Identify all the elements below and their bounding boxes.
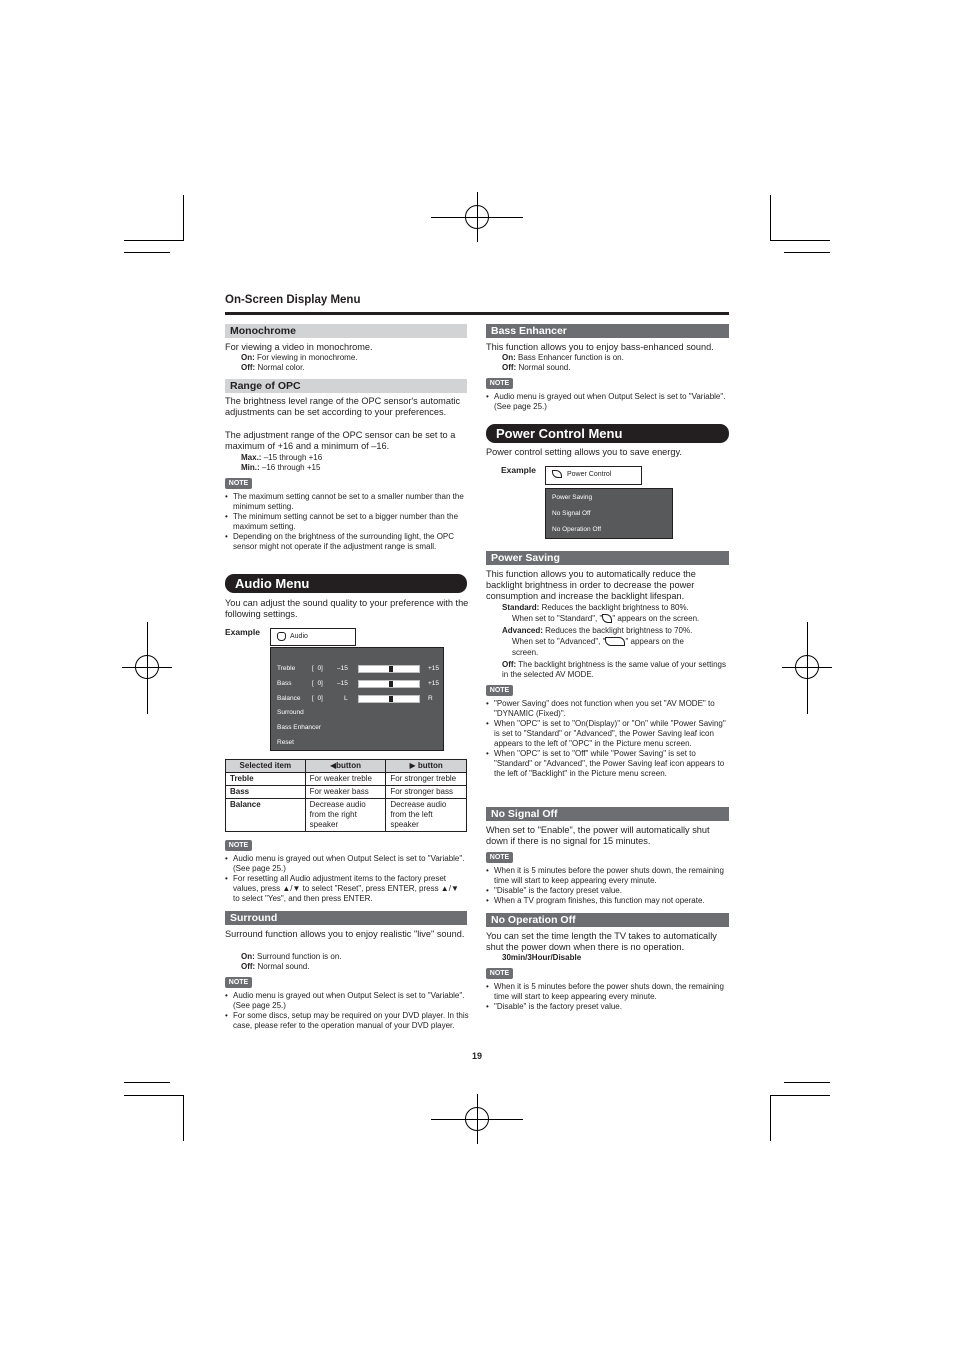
menu-row-reset[interactable]: Reset <box>277 739 294 746</box>
power-saving-desc: This function allows you to automatically reduce the backlight brightness in order to decrease the power consumption and increase the backlight lifespan. <box>486 569 696 601</box>
audio-menu-heading: Audio Menu <box>225 574 467 593</box>
list-item: • For some discs, setup may be required on your DVD player. In this case, please refer to the operation manual of your DVD player. <box>225 1011 469 1031</box>
audio-example-label: Example <box>225 627 260 637</box>
bass-enhancer-heading: Bass Enhancer <box>486 324 729 338</box>
balance-min: L <box>344 695 348 702</box>
power-control-heading: Power Control Menu <box>486 424 729 443</box>
table-cell: For weaker bass <box>305 786 386 799</box>
bass-enhancer-on: On: Bass Enhancer function is on. <box>502 353 624 362</box>
surround-off: Off: Normal sound. <box>241 962 310 971</box>
monochrome-on: On: For viewing in monochrome. <box>241 353 358 362</box>
surround-desc: Surround function allows you to enjoy realistic "live" sound. <box>225 929 465 939</box>
no-operation-off-notes <box>486 982 730 1012</box>
audio-notes <box>225 854 467 904</box>
range-opc-desc2: The adjustment range of the OPC sensor can be set to a maximum of +16 and a minimum of –16. <box>225 430 456 451</box>
no-signal-off-heading: No Signal Off <box>486 807 729 821</box>
treble-min: –15 <box>337 665 348 672</box>
menu-row-treble[interactable]: Treble <box>277 665 296 672</box>
table-header: Selected item <box>226 760 306 773</box>
bass-enhancer-desc: This function allows you to enjoy bass-enhanced sound. <box>486 342 714 352</box>
table-cell: Decrease audio from the left speaker <box>386 799 467 832</box>
treble-max: +15 <box>428 665 440 672</box>
section-title: On-Screen Display Menu <box>225 294 361 306</box>
treble-slider[interactable] <box>358 665 420 673</box>
power-saving-notes <box>486 699 730 779</box>
bass-slider[interactable] <box>358 680 420 688</box>
treble-value: [ 0] <box>312 665 323 672</box>
table-cell: Balance <box>226 799 306 832</box>
list-item: • The maximum setting cannot be set to a smaller number than the minimum setting. <box>225 492 465 512</box>
table-cell: Decrease audio from the right speaker <box>305 799 386 832</box>
menu-row-no-signal-off[interactable]: No Signal Off <box>552 510 591 517</box>
no-operation-off-options: 30min/3Hour/Disable <box>502 953 582 962</box>
header-rule <box>225 312 729 315</box>
power-box-title: Power Control <box>567 471 612 478</box>
menu-row-balance[interactable]: Balance <box>277 695 301 702</box>
power-saving-advanced-when: When set to "Advanced", " " appears on the <box>512 637 684 646</box>
list-item: • Depending on the brightness of the surrounding light, the OPC sensor might not operate if the adjustment range is small. <box>225 532 465 552</box>
no-signal-off-notes <box>486 866 730 906</box>
treble-knob[interactable] <box>389 666 393 672</box>
balance-slider[interactable] <box>358 695 420 703</box>
note-badge: NOTE <box>486 378 513 389</box>
table-cell: For stronger bass <box>386 786 467 799</box>
list-item: • Audio menu is grayed out when Output Select is set to "Variable". (See page 25.) <box>225 991 469 1011</box>
no-operation-off-desc: You can set the time length the TV takes to automatically shut the power down when there is no operation. <box>486 931 717 952</box>
table-cell: For stronger treble <box>386 773 467 786</box>
list-item: • "Disable" is the factory preset value. <box>486 1002 730 1012</box>
audio-box-title: Audio <box>290 633 308 640</box>
page-number: 19 <box>472 1051 483 1061</box>
audio-menu-desc: You can adjust the sound quality to your preference with the following settings. <box>225 598 469 619</box>
list-item: • When it is 5 minutes before the power shuts down, the remaining time will start to keep appearing every minute. <box>486 982 730 1002</box>
balance-value: [ 0] <box>312 695 323 702</box>
surround-notes <box>225 991 469 1031</box>
leaf-icon <box>602 614 612 623</box>
range-opc-heading: Range of OPC <box>225 379 467 393</box>
range-opc-notes <box>225 492 465 552</box>
power-menu-title-box <box>545 466 642 485</box>
audio-menu-title-box <box>270 628 356 646</box>
surround-heading: Surround <box>225 911 467 925</box>
balance-knob[interactable] <box>389 696 393 702</box>
monochrome-off: Off: Normal color. <box>241 363 305 372</box>
audio-button-table <box>225 759 467 832</box>
table-cell: For weaker treble <box>305 773 386 786</box>
surround-on: On: Surround function is on. <box>241 952 342 961</box>
note-badge: NOTE <box>225 977 252 988</box>
menu-row-surround[interactable]: Surround <box>277 709 304 716</box>
table-cell: Bass <box>226 786 306 799</box>
power-saving-advanced-when-2: screen. <box>512 648 539 657</box>
table-header: ◀button <box>305 760 386 773</box>
table-header: ▶ button <box>386 760 467 773</box>
power-saving-standard-when: When set to "Standard", " " appears on the screen. <box>512 614 700 623</box>
range-opc-desc1: The brightness level range of the OPC sensor's automatic adjustments can be set according to your preferences. <box>225 396 461 417</box>
list-item: • Audio menu is grayed out when Output Select is set to "Variable". (See page 25.) <box>225 854 467 874</box>
leaf-icon <box>552 470 562 478</box>
table-row <box>226 773 467 786</box>
list-item: • When a TV program finishes, this function may not operate. <box>486 896 730 906</box>
power-saving-heading: Power Saving <box>486 551 729 565</box>
balance-max: R <box>428 695 433 702</box>
power-menu-panel <box>545 488 673 539</box>
double-leaf-icon <box>605 637 625 646</box>
list-item: • Audio menu is grayed out when Output Select is set to "Variable". (See page 25.) <box>486 392 726 412</box>
list-item: • When it is 5 minutes before the power shuts down, the remaining time will start to keep appearing every minute. <box>486 866 730 886</box>
bass-enhancer-notes <box>486 392 726 412</box>
menu-row-no-operation-off[interactable]: No Operation Off <box>552 526 602 533</box>
list-item: • When "OPC" is set to "On(Display)" or "On" while "Power Saving" is set to "Standard" or "Advanced", the Power Saving leaf icon appears to the left of "OPC" in the Picture menu screen. <box>486 719 730 749</box>
bass-value: [ 0] <box>312 680 323 687</box>
power-example-label: Example <box>501 465 536 475</box>
monochrome-desc: For viewing a video in monochrome. <box>225 342 373 352</box>
note-badge: NOTE <box>486 685 513 696</box>
list-item: • For resetting all Audio adjustment items to the factory preset values, press ▲/▼ to select "Reset", press ENTER, press ▲/▼ to select "Yes", and then press ENTER. <box>225 874 467 904</box>
menu-row-bass-enhancer[interactable]: Bass Enhancer <box>277 724 322 731</box>
audio-menu-panel <box>270 647 444 751</box>
power-saving-advanced: Advanced: Reduces the backlight brightness to 70%. <box>502 626 693 635</box>
power-saving-off: Off: The backlight brightness is the same value of your settings in the selected AV MODE. <box>502 660 726 679</box>
bass-enhancer-off: Off: Normal sound. <box>502 363 571 372</box>
menu-row-bass[interactable]: Bass <box>277 680 292 687</box>
bass-min: –15 <box>337 680 348 687</box>
note-badge: NOTE <box>225 478 252 489</box>
list-item: • "Power Saving" does not function when you set "AV MODE" to "DYNAMIC (Fixed)". <box>486 699 730 719</box>
note-badge: NOTE <box>486 852 513 863</box>
no-signal-off-desc: When set to "Enable", the power will automatically shut down if there is no signal for 15 minutes. <box>486 825 710 846</box>
note-badge: NOTE <box>486 968 513 979</box>
note-badge: NOTE <box>225 840 252 851</box>
range-opc-max: Max.: –15 through +16 <box>241 453 323 462</box>
list-item: • When "OPC" is set to "Off" while "Power Saving" is set to "Standard" or "Advanced", the Power Saving leaf icon appears to the left of "Backlight" in the Picture menu screen. <box>486 749 730 779</box>
bass-knob[interactable] <box>389 681 393 687</box>
table-cell: Treble <box>226 773 306 786</box>
table-row <box>226 799 467 832</box>
list-item: • "Disable" is the factory preset value. <box>486 886 730 896</box>
power-saving-standard: Standard: Reduces the backlight brightness to 80%. <box>502 603 689 612</box>
no-operation-off-heading: No Operation Off <box>486 913 729 927</box>
hand-icon <box>277 632 286 641</box>
monochrome-heading: Monochrome <box>225 324 467 338</box>
range-opc-min: Min.: –16 through +15 <box>241 463 321 472</box>
table-row <box>226 786 467 799</box>
list-item: • The minimum setting cannot be set to a bigger number than the maximum setting. <box>225 512 465 532</box>
bass-max: +15 <box>428 680 440 687</box>
menu-row-power-saving[interactable]: Power Saving <box>552 494 593 501</box>
power-control-desc: Power control setting allows you to save energy. <box>486 447 682 457</box>
